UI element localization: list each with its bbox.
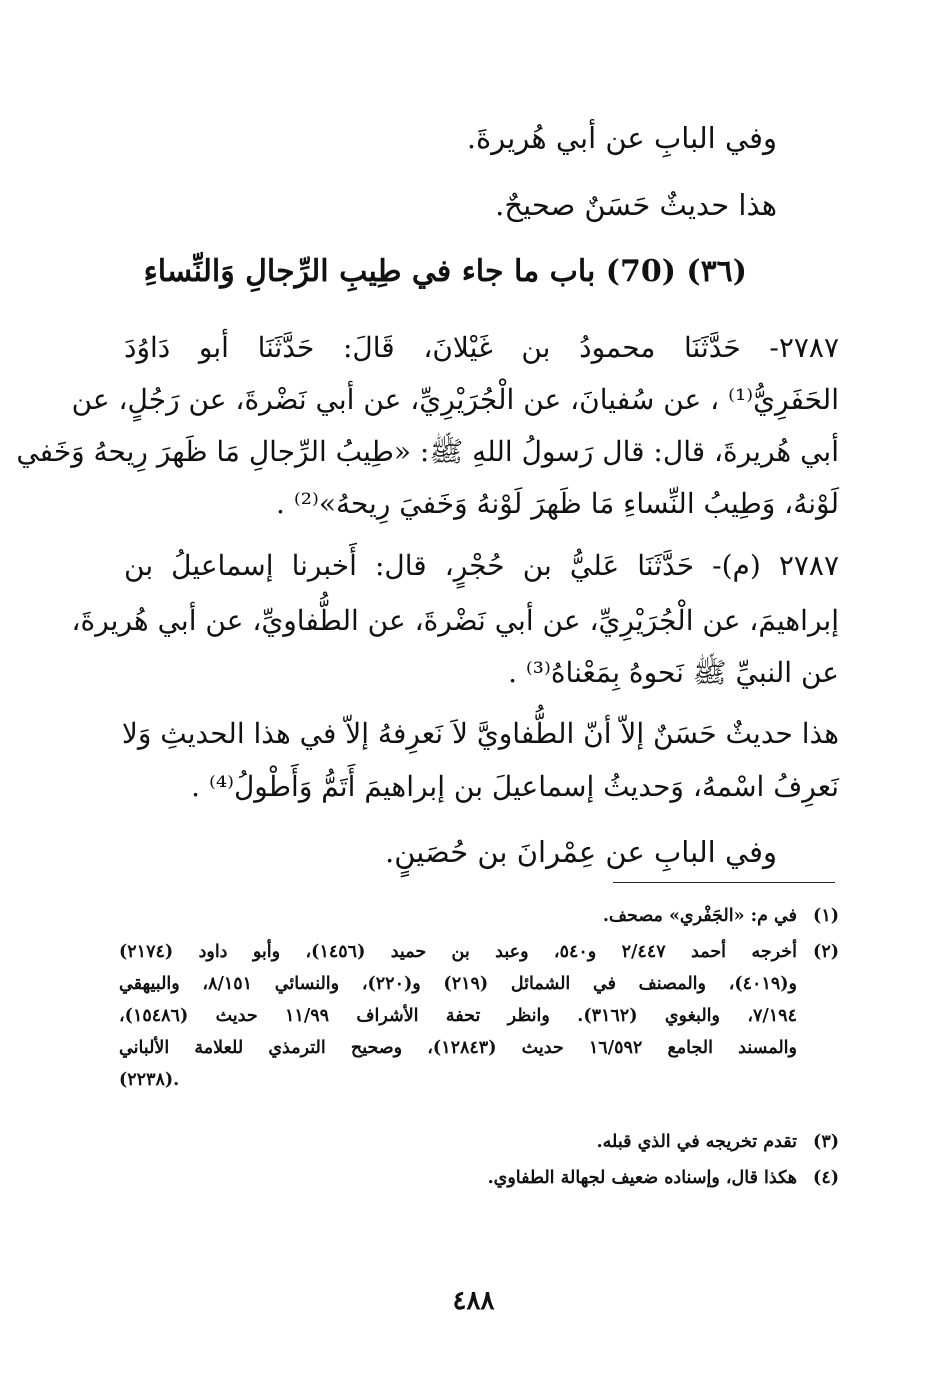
footnote-2 <box>119 936 839 1096</box>
footnote-2-line-5: (٢٢٣٨). <box>119 1070 180 1090</box>
footnote-2-line-2: و(٤٠١٩)، والمصنف في الشمائل (٢١٩) و(٢٢٠)، والنسائي ٨/١٥١، والبيهقي <box>119 974 797 994</box>
top-line-2: هذا حديثٌ حَسَنٌ صحيحٌ. <box>495 188 777 222</box>
hadith-2787m-line-1: ٢٧٨٧ (م)- حَدَّثَنَا عَليُّ بن حُجْرٍ، قال: أَخبرنا إسماعيلُ بن <box>124 549 839 582</box>
hadith-2787-line-1: ٢٧٨٧- حَدَّثَنَا محمودُ بن غَيْلانَ، قَالَ: حَدَّثَنَا أبو دَاوُدَ <box>124 331 839 364</box>
footnote-4-line-1: هكذا قال، وإسناده ضعيف لجهالة الطفاوي. <box>487 1168 797 1188</box>
hadith-2787-line-3: أبي هُريرةَ، قال: قال رَسولُ اللهِ ﷺ: «طِيبُ الرِّجالِ مَا ظَهرَ رِيحهُ وَخَفي <box>16 435 839 468</box>
footnote-1 <box>119 900 839 932</box>
page-number: ٤٨٨ <box>452 1286 495 1316</box>
commentary-line-2: نَعرِفُ اسْمهُ، وَحديثُ إسماعيلَ بن إبراهيمَ أَتَمُّ وَأَطْولُ⁽⁴⁾ . <box>191 770 839 803</box>
footnote-1-number: (١) <box>813 906 839 926</box>
footnote-4-number: (٤) <box>813 1168 839 1188</box>
commentary-line-1: هذا حديثٌ حَسَنٌ إلاّ أنّ الطُّفاويَّ لاَ نَعرِفهُ إلاّ في هذا الحديثِ وَلا <box>121 717 839 750</box>
footnote-2-line-4: والمسند الجامع ١٦/٥٩٢ حديث (١٢٨٤٣)، وصحيح الترمذي للعلامة الألباني <box>119 1038 797 1058</box>
footnote-2-line-1: أخرجه أحمد ٢/٤٤٧ و٥٤٠، وعبد بن حميد (١٤٥٦)، وأبو داود (٢١٧٤) <box>119 942 797 962</box>
footnote-1-line-1: في م: «الجَفْري» مصحف. <box>602 906 797 926</box>
hadith-2787m-line-3: عن النبيِّ ﷺ نَحوهُ بِمَعْناهُ⁽³⁾ . <box>508 656 839 689</box>
footnote-4 <box>119 1162 839 1194</box>
hadith-2787-line-2: الحَفَرِيُّ⁽¹⁾ ، عن سُفيانَ، عن الْجُرَيْرِيِّ، عن أبي نَضْرةَ، عن رَجُلٍ، عن <box>71 383 839 416</box>
footnote-3-line-1: تقدم تخريجه في الذي قبله. <box>596 1132 797 1152</box>
footnote-2-number: (٢) <box>813 942 839 962</box>
footnote-3 <box>119 1126 839 1158</box>
footnote-3-number: (٣) <box>813 1132 839 1152</box>
hadith-2787-line-4: لَوْنهُ، وَطِيبُ النِّساءِ مَا ظَهرَ لَوْنهُ وَخَفيَ رِيحهُ»⁽²⁾ . <box>276 487 839 520</box>
footnote-2-line-3: ٧/١٩٤، والبغوي (٣١٦٢). وانظر تحفة الأشراف ١١/٩٩ حديث (١٥٤٨٦)، <box>119 1006 797 1026</box>
section-heading: (٣٦) (70) باب ما جاء في طِيبِ الرِّجالِ وَالنِّساءِ <box>143 254 747 289</box>
closing-line: وفي البابِ عن عِمْرانَ بن حُصَينٍ. <box>385 835 777 869</box>
hadith-2787m-line-2: إبراهيمَ، عن الْجُرَيْرِيِّ، عن أبي نَضْرةَ، عن الطُّفاويِّ، عن أبي هُريرةَ، <box>71 604 839 637</box>
top-line-1: وفي البابِ عن أبي هُريرةَ. <box>466 121 777 155</box>
footnote-separator <box>613 882 835 883</box>
